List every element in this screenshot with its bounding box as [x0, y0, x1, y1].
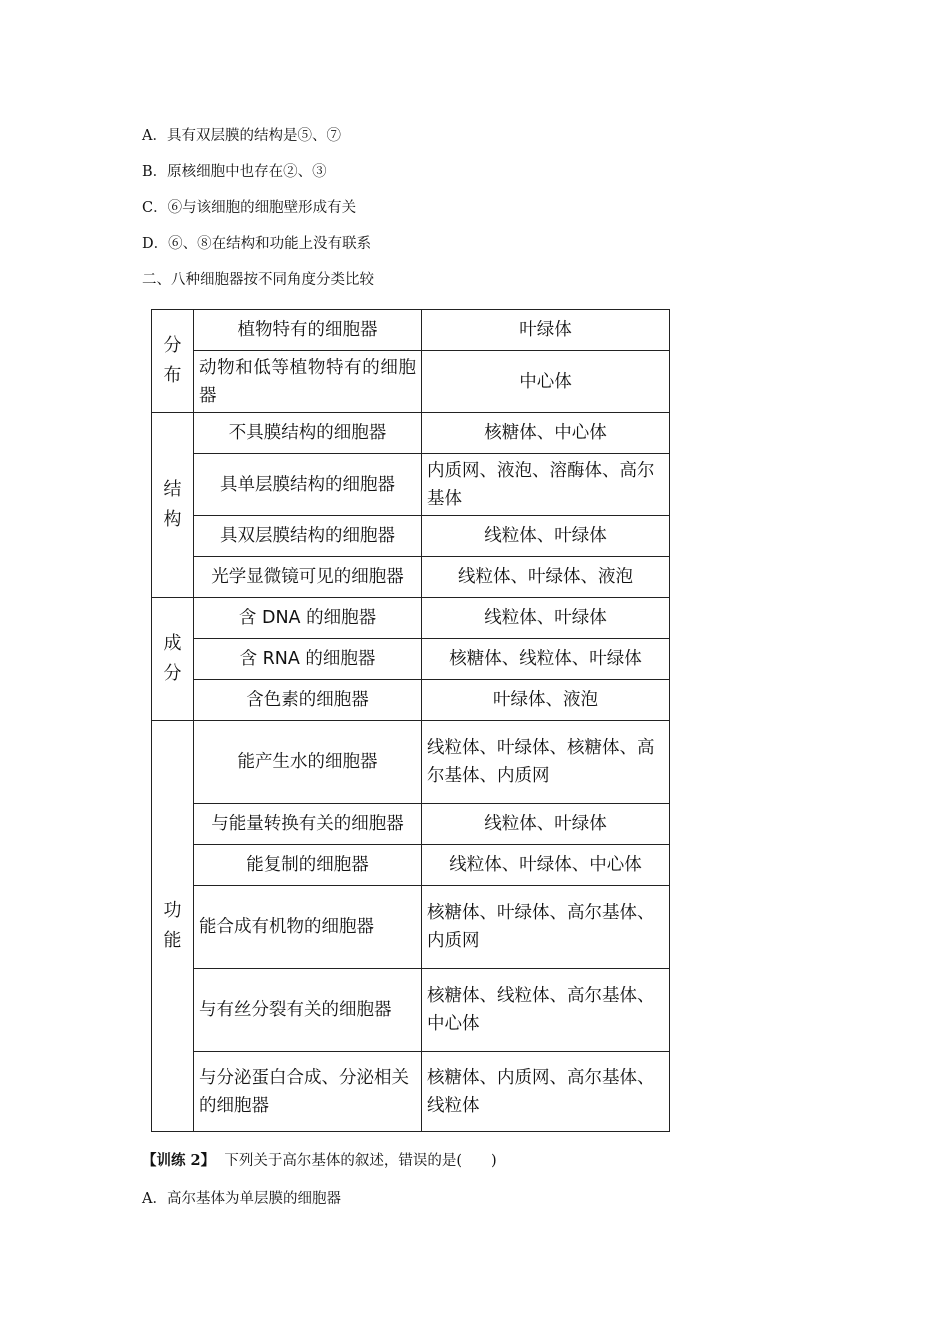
table-row [152, 639, 670, 680]
table-row [152, 516, 670, 557]
organelles-cell: 核糖体、线粒体、高尔基体、中心体 [422, 969, 670, 1052]
option-text: ⑥、⑧在结构和功能上没有联系 [168, 236, 372, 252]
category-cell [152, 598, 194, 721]
option-text: 原核细胞中也存在②、③ [167, 164, 327, 180]
category-cell [152, 310, 194, 413]
criterion-cell: 具双层膜结构的细胞器 [194, 516, 422, 557]
option-letter: A． [142, 128, 167, 144]
criterion-cell: 与有丝分裂有关的细胞器 [194, 969, 422, 1052]
criterion-cell: 具单层膜结构的细胞器 [194, 454, 422, 516]
criterion-cell: 植物特有的细胞器 [194, 310, 422, 351]
option-text: 高尔基体为单层膜的细胞器 [166, 1191, 341, 1207]
criterion-cell: 动物和低等植物特有的细胞器 [194, 351, 422, 413]
organelles-cell: 核糖体、线粒体、叶绿体 [422, 639, 670, 680]
criterion-cell: 与能量转换有关的细胞器 [194, 804, 422, 845]
category-cell [152, 721, 194, 1132]
table-row [152, 969, 670, 1052]
organelles-cell: 核糖体、叶绿体、高尔基体、内质网 [422, 886, 670, 969]
option-text: 具有双层膜的结构是⑤、⑦ [166, 128, 341, 144]
option-text: ⑥与该细胞的细胞壁形成有关 [167, 200, 357, 216]
organelles-cell: 内质网、液泡、溶酶体、高尔基体 [422, 454, 670, 516]
criterion-cell: 含 DNA 的细胞器 [194, 598, 422, 639]
table-row [152, 721, 670, 804]
organelles-cell: 线粒体、叶绿体、核糖体、高尔基体、内质网 [422, 721, 670, 804]
criterion-cell: 光学显微镜可见的细胞器 [194, 557, 422, 598]
option-a-bottom [142, 1189, 341, 1209]
category-label: 成分 [163, 633, 182, 684]
category-cell [152, 413, 194, 598]
criterion-cell: 含色素的细胞器 [194, 680, 422, 721]
organelles-cell: 线粒体、叶绿体 [422, 516, 670, 557]
exercise-label: 【训练 2】 [142, 1152, 216, 1169]
table-row [152, 351, 670, 413]
category-label: 分布 [163, 335, 182, 386]
option-letter: A． [142, 1191, 167, 1207]
organelles-cell: 核糖体、内质网、高尔基体、线粒体 [422, 1052, 670, 1132]
option-a [142, 126, 341, 146]
option-letter: C． [142, 200, 168, 216]
table-row [152, 454, 670, 516]
table-row [152, 804, 670, 845]
table-row [152, 413, 670, 454]
table-row [152, 598, 670, 639]
table-row [152, 557, 670, 598]
criterion-cell: 能产生水的细胞器 [194, 721, 422, 804]
table-row [152, 310, 670, 351]
option-letter: B． [142, 164, 168, 180]
section-title: 二、八种细胞器按不同角度分类比较 [142, 272, 374, 288]
criterion-cell: 含 RNA 的细胞器 [194, 639, 422, 680]
organelles-cell: 线粒体、叶绿体、中心体 [422, 845, 670, 886]
category-label: 功能 [163, 900, 182, 951]
organelle-classification-table [151, 309, 670, 1132]
option-letter: D． [142, 236, 169, 252]
criterion-cell: 与分泌蛋白合成、分泌相关的细胞器 [194, 1052, 422, 1132]
organelles-cell: 线粒体、叶绿体 [422, 598, 670, 639]
criterion-cell: 不具膜结构的细胞器 [194, 413, 422, 454]
table-row [152, 680, 670, 721]
exercise-question: 下列关于高尔基体的叙述，错误的是( ) [224, 1153, 497, 1169]
option-c [142, 198, 356, 218]
organelles-cell: 核糖体、中心体 [422, 413, 670, 454]
option-b [142, 162, 327, 182]
option-d [142, 234, 371, 254]
organelles-cell: 中心体 [422, 351, 670, 413]
organelles-cell: 叶绿体 [422, 310, 670, 351]
table-row [152, 886, 670, 969]
table-row [152, 845, 670, 886]
table-row [152, 1052, 670, 1132]
organelles-cell: 线粒体、叶绿体、液泡 [422, 557, 670, 598]
exercise-question-line [142, 1151, 497, 1171]
organelles-cell: 线粒体、叶绿体 [422, 804, 670, 845]
category-label: 结构 [163, 479, 182, 530]
criterion-cell: 能合成有机物的细胞器 [194, 886, 422, 969]
organelles-cell: 叶绿体、液泡 [422, 680, 670, 721]
criterion-cell: 能复制的细胞器 [194, 845, 422, 886]
